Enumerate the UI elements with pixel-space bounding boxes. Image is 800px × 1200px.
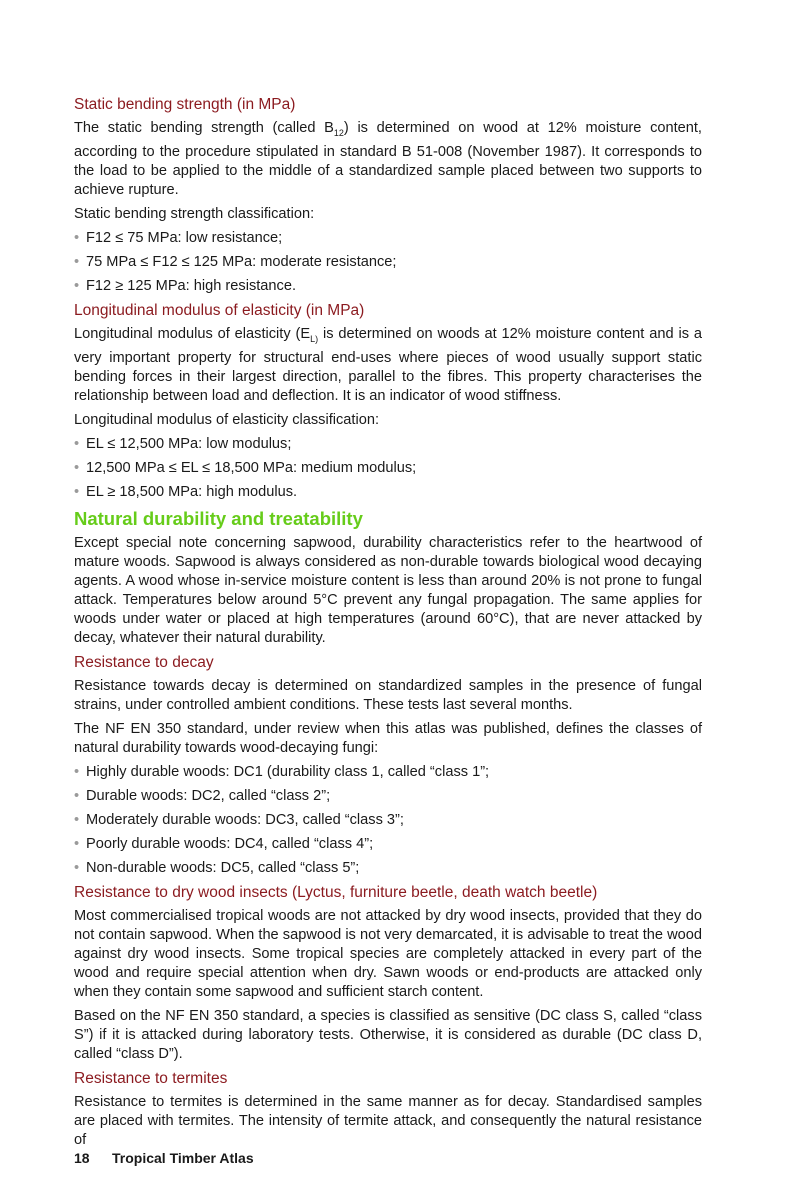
paragraph xyxy=(74,119,702,200)
paragraph: Except special note concerning sapwood, durability characteristics refer to the heartwood of mature woods. Sapwood is always considered as non-durable towards biological wood decaying agents. A wood whose in-service moisture content is less than around 20% is not prone to fungal attack. Temperatures below around 5°C prevent any fungal propagation. The same applies for woods under water or placed at high temperatures (around 60°C), that are never attacked by decay, whatever their natural durability. xyxy=(74,534,702,646)
list-item xyxy=(74,253,702,272)
list-item-text: EL ≥ 18,500 MPa: high modulus. xyxy=(86,483,298,500)
text: ) is determined on wood at 12% moisture content, according to the procedure stipulated in standard B 51-008 (November 1987). It corresponds to the load to be applied to the middle of a standardized sample placed between two supports to achieve rupture. xyxy=(74,120,702,198)
bullet-icon: • xyxy=(74,763,80,780)
list-item xyxy=(74,811,702,830)
page-content xyxy=(74,95,702,1155)
durability-class-list xyxy=(74,763,702,878)
paragraph xyxy=(74,325,702,406)
bullet-icon: • xyxy=(74,253,80,270)
text: is determined on woods at 12% moisture content and is a very important property for structural end-uses where pieces of wood usually support static bending forces in their largest direction, parallel to the fibres. This property characterises the relationship between load and deflection. It is an indicator of wood stiffness. xyxy=(74,325,702,404)
list-item xyxy=(74,459,702,478)
bullet-icon: • xyxy=(74,277,80,294)
bullet-icon: • xyxy=(74,835,80,852)
list-item xyxy=(74,483,702,502)
paragraph: Longitudinal modulus of elasticity classification: xyxy=(74,411,380,428)
heading-modulus: Longitudinal modulus of elasticity (in MPa) xyxy=(74,301,365,319)
heading-natural-durability: Natural durability and treatability xyxy=(74,507,363,529)
list-item-text: 12,500 MPa ≤ EL ≤ 18,500 MPa: medium modulus; xyxy=(86,459,417,476)
paragraph: Most commercialised tropical woods are not attacked by dry wood insects, provided that they do not contain sapwood. When the sapwood is not very demarcated, it is advisable to treat the wood against dry wood insects. Some tropical species are completely attacked in every part of the wood and require special attention when dry. Sawn woods or end-products are attacked only when they contain some sapwood and sufficient starch content. xyxy=(74,907,702,1000)
publication-title: Tropical Timber Atlas xyxy=(112,1150,254,1166)
bending-classification-list xyxy=(74,229,702,296)
list-item xyxy=(74,835,702,854)
bullet-icon: • xyxy=(74,483,80,500)
bullet-icon: • xyxy=(74,435,80,452)
page-number: 18 xyxy=(74,1150,90,1166)
page-footer xyxy=(74,1150,254,1166)
paragraph: The NF EN 350 standard, under review when this atlas was published, defines the classes of natural durability towards wood-decaying fungi: xyxy=(74,720,702,756)
list-item-text: 75 MPa ≤ F12 ≤ 125 MPa: moderate resistance; xyxy=(86,253,397,270)
list-item xyxy=(74,229,702,248)
list-item-text: F12 ≥ 125 MPa: high resistance. xyxy=(86,277,296,294)
bullet-icon: • xyxy=(74,859,80,876)
list-item-text: Highly durable woods: DC1 (durability class 1, called “class 1”; xyxy=(86,763,490,780)
paragraph: Resistance to termites is determined in the same manner as for decay. Standardised samples are placed with termites. The intensity of termite attack, and consequently the natural resistance of xyxy=(74,1093,702,1148)
paragraph: Static bending strength classification: xyxy=(74,205,315,222)
bullet-icon: • xyxy=(74,787,80,804)
list-item-text: Poorly durable woods: DC4, called “class 4”; xyxy=(86,835,374,852)
heading-dry-wood-insects: Resistance to dry wood insects (Lyctus, furniture beetle, death watch beetle) xyxy=(74,883,598,901)
list-item-text: Durable woods: DC2, called “class 2”; xyxy=(86,787,331,804)
list-item xyxy=(74,859,702,878)
list-item xyxy=(74,763,702,782)
bullet-icon: • xyxy=(74,811,80,828)
list-item-text: Non-durable woods: DC5, called “class 5”; xyxy=(86,859,360,876)
text: The static bending strength (called B xyxy=(74,120,334,136)
bullet-icon: • xyxy=(74,459,80,476)
subscript: L) xyxy=(310,333,319,344)
heading-static-bending: Static bending strength (in MPa) xyxy=(74,96,296,113)
list-item-text: Moderately durable woods: DC3, called “class 3”; xyxy=(86,811,404,828)
list-item-text: F12 ≤ 75 MPa: low resistance; xyxy=(86,229,283,246)
list-item xyxy=(74,787,702,806)
modulus-classification-list xyxy=(74,435,702,502)
text: Longitudinal modulus of elasticity (E xyxy=(74,325,311,342)
list-item-text: EL ≤ 12,500 MPa: low modulus; xyxy=(86,435,292,452)
heading-resistance-decay: Resistance to decay xyxy=(74,653,214,671)
paragraph: Based on the NF EN 350 standard, a species is classified as sensitive (DC class S, called “class S”) if it is attacked during laboratory tests. Otherwise, it is considered as durable (DC class D, called “class D”). xyxy=(74,1007,702,1062)
paragraph: Resistance towards decay is determined on standardized samples in the presence of fungal strains, under controlled ambient conditions. These tests last several months. xyxy=(74,677,702,713)
heading-termites: Resistance to termites xyxy=(74,1069,228,1087)
bullet-icon: • xyxy=(74,229,80,246)
subscript: 12 xyxy=(333,127,344,138)
list-item xyxy=(74,277,702,296)
list-item xyxy=(74,435,702,454)
